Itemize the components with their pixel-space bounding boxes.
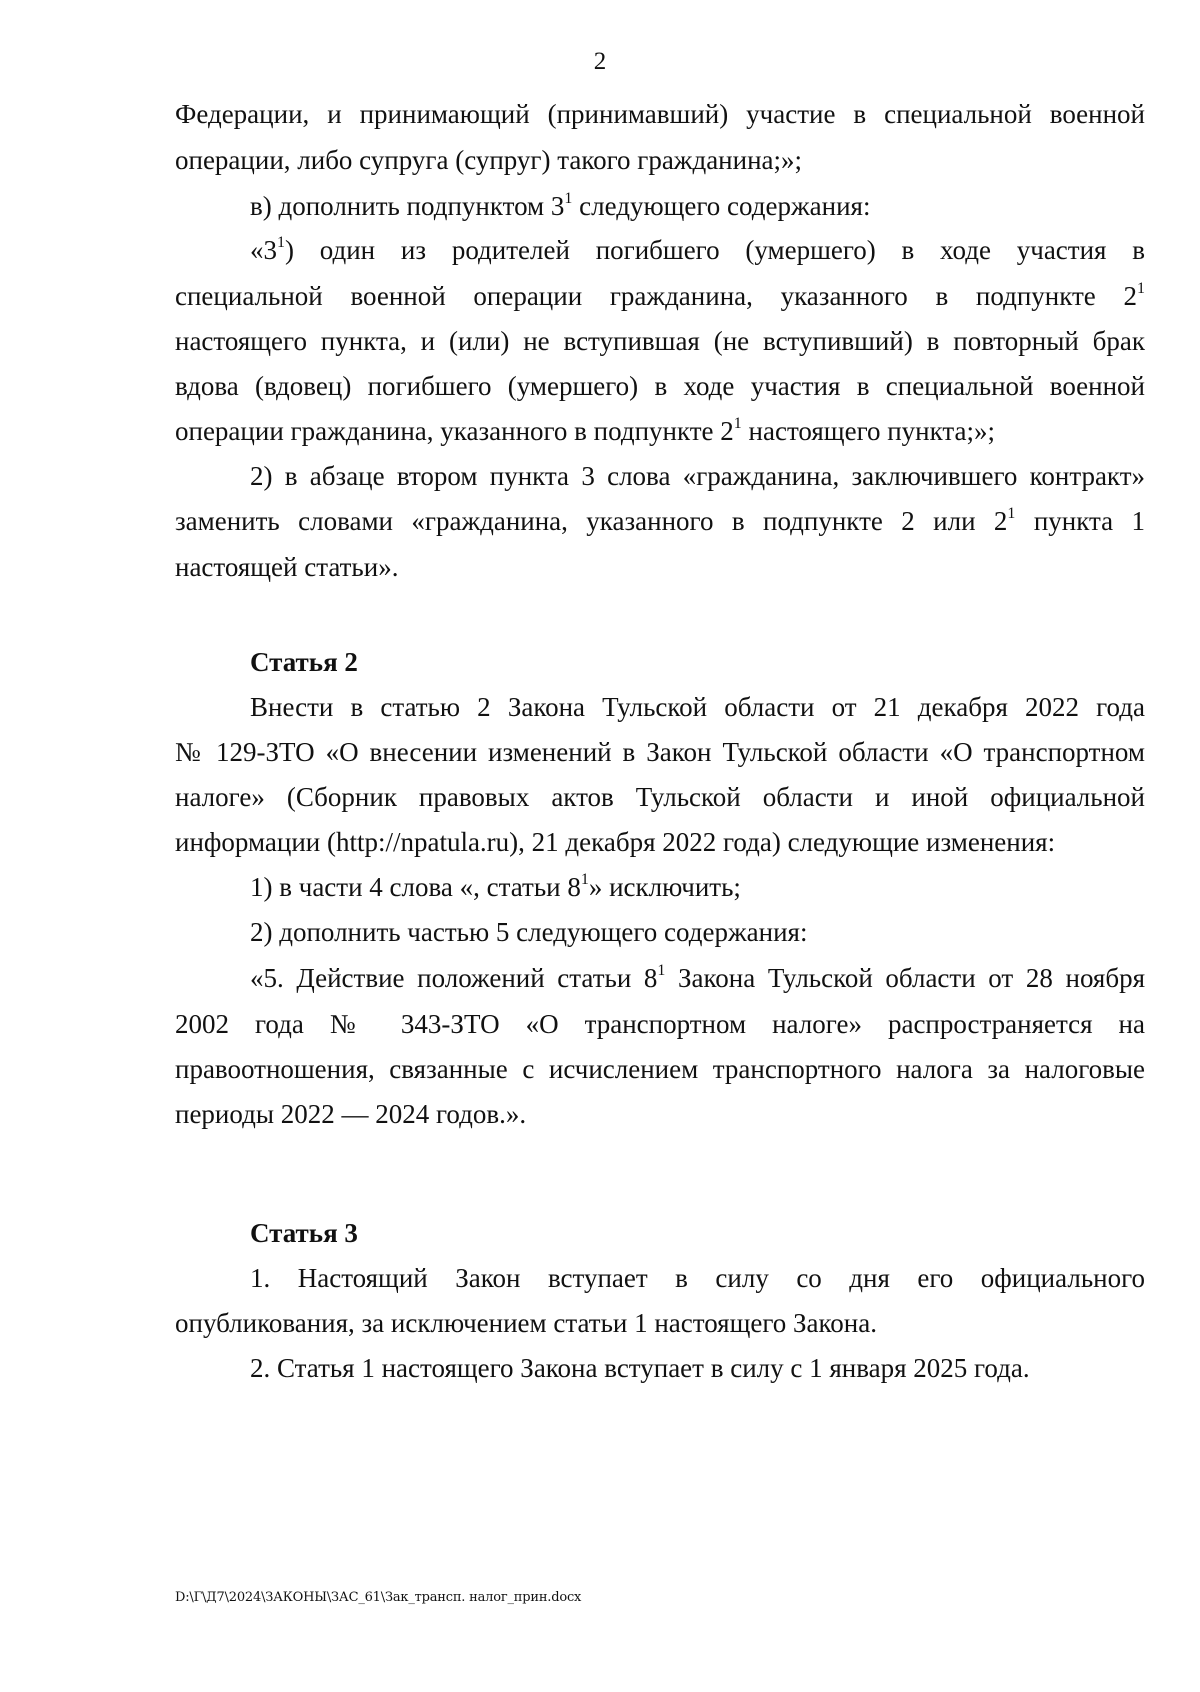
paragraph-line: «$3^1$) один из родителей погибшего (умершего) в ходе участия в xyxy=(250,234,1145,265)
paragraph-line: опубликования, за исключением статьи 1 настоящего Закона. xyxy=(175,1308,877,1338)
paragraph-line: правоотношения, связанные с исчислением транспортного налога за налоговые xyxy=(175,1054,1145,1084)
paragraph-line: в) дополнить подпунктом $3^1$ следующего содержания: xyxy=(250,190,871,221)
paragraph-line: 1) в части 4 слова «, статьи $8^1$» исключить; xyxy=(250,871,741,902)
paragraph-line: операции, либо супруга (супруг) такого гражданина;»; xyxy=(175,145,803,175)
article-3-heading: Статья 3 xyxy=(250,1218,358,1248)
paragraph-line: операции гражданина, указанного в подпункте $2^1$ настоящего пункта;»; xyxy=(175,415,995,446)
paragraph-line: заменить словами «гражданина, указанного в подпункте 2 или $2^1$ пункта 1 xyxy=(175,505,1145,536)
paragraph-line: 2002 года № 343-ЗТО «О транспортном налоге» распространяется на xyxy=(175,1009,1145,1039)
paragraph-line: Внести в статью 2 Закона Тульской области от 21 декабря 2022 года xyxy=(250,692,1145,722)
paragraph-line: специальной военной операции гражданина, указанного в подпункте $2^1$ xyxy=(175,280,1145,311)
page-number: 2 xyxy=(593,48,607,75)
article-2-heading: Статья 2 xyxy=(250,647,358,677)
paragraph-line: «5. Действие положений статьи $8^1$ Закона Тульской области от 28 ноября xyxy=(250,962,1146,993)
paragraph-line: 1. Настоящий Закон вступает в силу со дня его официального xyxy=(250,1263,1145,1293)
paragraph-line: № 129-ЗТО «О внесении изменений в Закон Тульской области «О транспортном xyxy=(175,737,1145,767)
paragraph-line: налоге» (Сборник правовых актов Тульской области и иной официальной xyxy=(175,782,1145,812)
paragraph-line: информации (http://npatula.ru), 21 декабря 2022 года) следующие изменения: xyxy=(175,827,1056,857)
paragraph-line: периоды 2022 — 2024 годов.». xyxy=(175,1099,527,1129)
paragraph-line: вдова (вдовец) погибшего (умершего) в ходе участия в специальной военной xyxy=(175,371,1145,401)
paragraph-line: 2) дополнить частью 5 следующего содержания: xyxy=(250,917,808,947)
paragraph-line: 2. Статья 1 настоящего Закона вступает в силу с 1 января 2025 года. xyxy=(250,1353,1030,1383)
paragraph-line: настоящей статьи». xyxy=(175,552,399,582)
paragraph-line: Федерации, и принимающий (принимавший) участие в специальной военной xyxy=(175,99,1145,129)
paragraph-line: настоящего пункта, и (или) не вступившая (не вступивший) в повторный брак xyxy=(175,326,1145,356)
footer-file-path: D:\Г\Д7\2024\ЗАКОНЫ\ЗАС_61\Зак_трансп. налог_прин.docx xyxy=(175,1590,582,1605)
paragraph-line: 2) в абзаце втором пункта 3 слова «гражданина, заключившего контракт» xyxy=(250,461,1145,491)
